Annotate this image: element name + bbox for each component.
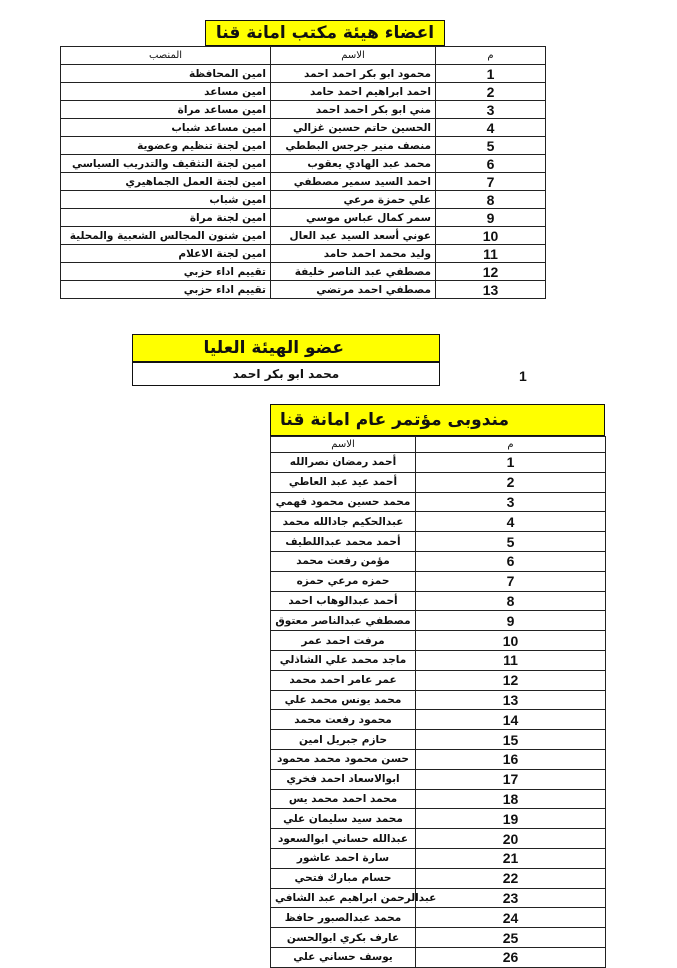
name-cell: محمد عبد الهادي يعقوب [271, 155, 436, 173]
number-cell: 23 [416, 888, 606, 908]
table-row [271, 829, 606, 849]
name-cell: سمر كمال عباس موسي [271, 209, 436, 227]
number-cell: 20 [416, 829, 606, 849]
table-row [271, 908, 606, 928]
number-cell: 11 [436, 245, 546, 263]
table-row [271, 789, 606, 809]
name-cell: مني ابو بكر احمد احمد [271, 101, 436, 119]
header-name: الاسم [271, 437, 416, 453]
table-row [61, 65, 546, 83]
number-cell: 13 [416, 690, 606, 710]
name-cell: أحمد رمضان نصرالله [271, 453, 416, 473]
table-row [61, 155, 546, 173]
number-cell: 25 [416, 928, 606, 948]
position-cell: امين مساعد مراة [61, 101, 271, 119]
table-row [271, 710, 606, 730]
number-cell: 3 [436, 101, 546, 119]
position-cell: امين لجنة العمل الجماهيري [61, 173, 271, 191]
delegates-table [270, 436, 606, 968]
name-cell: محمد يونس محمد علي [271, 690, 416, 710]
position-cell: امين مساعد شباب [61, 119, 271, 137]
table-header-row [271, 437, 606, 453]
name-cell: أحمد عيد عبد العاطي [271, 472, 416, 492]
name-cell: عبدالحكيم جادالله محمد [271, 512, 416, 532]
number-cell: 7 [416, 571, 606, 591]
table-row [271, 868, 606, 888]
name-cell: مصطفي عبدالناصر معتوق [271, 611, 416, 631]
number-cell: 11 [416, 650, 606, 670]
name-cell: محمود رفعت محمد [271, 710, 416, 730]
position-cell: امين شنون المجالس الشعبية والمحلية [61, 227, 271, 245]
table-row [271, 532, 606, 552]
number-cell: 10 [436, 227, 546, 245]
number-cell: 8 [436, 191, 546, 209]
number-cell: 18 [416, 789, 606, 809]
number-cell: 9 [436, 209, 546, 227]
number-cell: 13 [436, 281, 546, 299]
number-cell: 14 [416, 710, 606, 730]
table-row [271, 611, 606, 631]
table-header-row [61, 47, 546, 65]
table-row [61, 137, 546, 155]
table-row [271, 848, 606, 868]
number-cell: 17 [416, 769, 606, 789]
table-row [61, 191, 546, 209]
name-cell: مصطفي عبد الناصر خليفة [271, 263, 436, 281]
name-cell: عبدالرحمن ابراهيم عبد الشافي [271, 888, 416, 908]
number-cell: 6 [416, 551, 606, 571]
name-cell: محمد حسين محمود فهمي [271, 492, 416, 512]
name-cell: عوني أسعد السيد عبد العال [271, 227, 436, 245]
table-row [271, 769, 606, 789]
table-row [61, 227, 546, 245]
number-cell: 26 [416, 947, 606, 967]
section2-title: عضو الهيئة العليا [132, 334, 440, 362]
number-cell: 5 [436, 137, 546, 155]
number-cell: 1 [416, 453, 606, 473]
number-cell: 21 [416, 848, 606, 868]
section2-name-cell: محمد ابو بكر احمد [132, 362, 440, 386]
position-cell: تقييم اداء حزبي [61, 263, 271, 281]
header-num: م [436, 47, 546, 65]
table-row [271, 947, 606, 967]
name-cell: عارف بكري ابوالحسن [271, 928, 416, 948]
name-cell: مرفت احمد عمر [271, 631, 416, 651]
name-cell: احمد ابراهيم احمد حامد [271, 83, 436, 101]
number-cell: 12 [416, 670, 606, 690]
table-row [271, 730, 606, 750]
number-cell: 2 [416, 472, 606, 492]
table-row [271, 888, 606, 908]
name-cell: محمد عبدالصبور حافظ [271, 908, 416, 928]
section3-title: مندوبى مؤتمر عام امانة قنا [270, 404, 605, 436]
name-cell: حازم جبريل امين [271, 730, 416, 750]
name-cell: عبدالله حساني ابوالسعود [271, 829, 416, 849]
name-cell: مصطفي احمد مرتضي [271, 281, 436, 299]
name-cell: سارة احمد عاشور [271, 848, 416, 868]
name-cell: حسام مبارك فتحي [271, 868, 416, 888]
position-cell: امين شباب [61, 191, 271, 209]
number-cell: 10 [416, 631, 606, 651]
name-cell: مؤمن رفعت محمد [271, 551, 416, 571]
number-cell: 16 [416, 749, 606, 769]
name-cell: حسن محمود محمد محمود [271, 749, 416, 769]
table-row [271, 453, 606, 473]
number-cell: 24 [416, 908, 606, 928]
name-cell: وليد محمد احمد حامد [271, 245, 436, 263]
table-row [61, 173, 546, 191]
table-row [61, 281, 546, 299]
table-row [271, 472, 606, 492]
position-cell: تقييم اداء حزبي [61, 281, 271, 299]
number-cell: 9 [416, 611, 606, 631]
table-row [61, 101, 546, 119]
name-cell: ابوالاسعاد احمد فخري [271, 769, 416, 789]
table-row [61, 209, 546, 227]
name-cell: علي حمزة مرعي [271, 191, 436, 209]
number-cell: 15 [416, 730, 606, 750]
table-row [271, 670, 606, 690]
table-row [61, 83, 546, 101]
table-row [61, 263, 546, 281]
name-cell: أحمد عبدالوهاب احمد [271, 591, 416, 611]
position-cell: امين لجنة الاعلام [61, 245, 271, 263]
table-row [61, 119, 546, 137]
name-cell: أحمد محمد عبداللطيف [271, 532, 416, 552]
table-row [271, 650, 606, 670]
header-num: م [416, 437, 606, 453]
number-cell: 8 [416, 591, 606, 611]
table-row [271, 551, 606, 571]
position-cell: امين المحافظة [61, 65, 271, 83]
position-cell: امين لجنة التثقيف والتدريب السياسي [61, 155, 271, 173]
table-row [271, 591, 606, 611]
number-cell: 2 [436, 83, 546, 101]
number-cell: 22 [416, 868, 606, 888]
number-cell: 7 [436, 173, 546, 191]
number-cell: 19 [416, 809, 606, 829]
name-cell: احمد السيد سمير مصطفي [271, 173, 436, 191]
name-cell: عمر عامر احمد محمد [271, 670, 416, 690]
header-position: المنصب [61, 47, 271, 65]
name-cell: محمود ابو بكر احمد احمد [271, 65, 436, 83]
name-cell: محمد احمد محمد يس [271, 789, 416, 809]
name-cell: يوسف حساني علي [271, 947, 416, 967]
table-row [271, 809, 606, 829]
position-cell: امين مساعد [61, 83, 271, 101]
table-row [271, 749, 606, 769]
position-cell: امين لجنة مراة [61, 209, 271, 227]
table-row [271, 928, 606, 948]
table-row [271, 492, 606, 512]
name-cell: الحسين حاتم حسين غزالي [271, 119, 436, 137]
section2-num: 1 [519, 368, 527, 384]
name-cell: محمد سيد سليمان علي [271, 809, 416, 829]
number-cell: 4 [416, 512, 606, 532]
name-cell: حمزه مرعي حمزه [271, 571, 416, 591]
header-name: الاسم [271, 47, 436, 65]
name-cell: منصف منير جرجس البططي [271, 137, 436, 155]
table-row [271, 690, 606, 710]
number-cell: 12 [436, 263, 546, 281]
name-cell: ماجد محمد علي الشاذلي [271, 650, 416, 670]
table-row [61, 245, 546, 263]
table-row [271, 631, 606, 651]
table-row [271, 571, 606, 591]
position-cell: امين لجنة تنظيم وعضوية [61, 137, 271, 155]
number-cell: 1 [436, 65, 546, 83]
number-cell: 6 [436, 155, 546, 173]
number-cell: 4 [436, 119, 546, 137]
office-members-table [60, 46, 546, 299]
table-row [271, 512, 606, 532]
section1-title: اعضاء هيئة مكتب امانة قنا [205, 20, 445, 46]
number-cell: 5 [416, 532, 606, 552]
number-cell: 3 [416, 492, 606, 512]
